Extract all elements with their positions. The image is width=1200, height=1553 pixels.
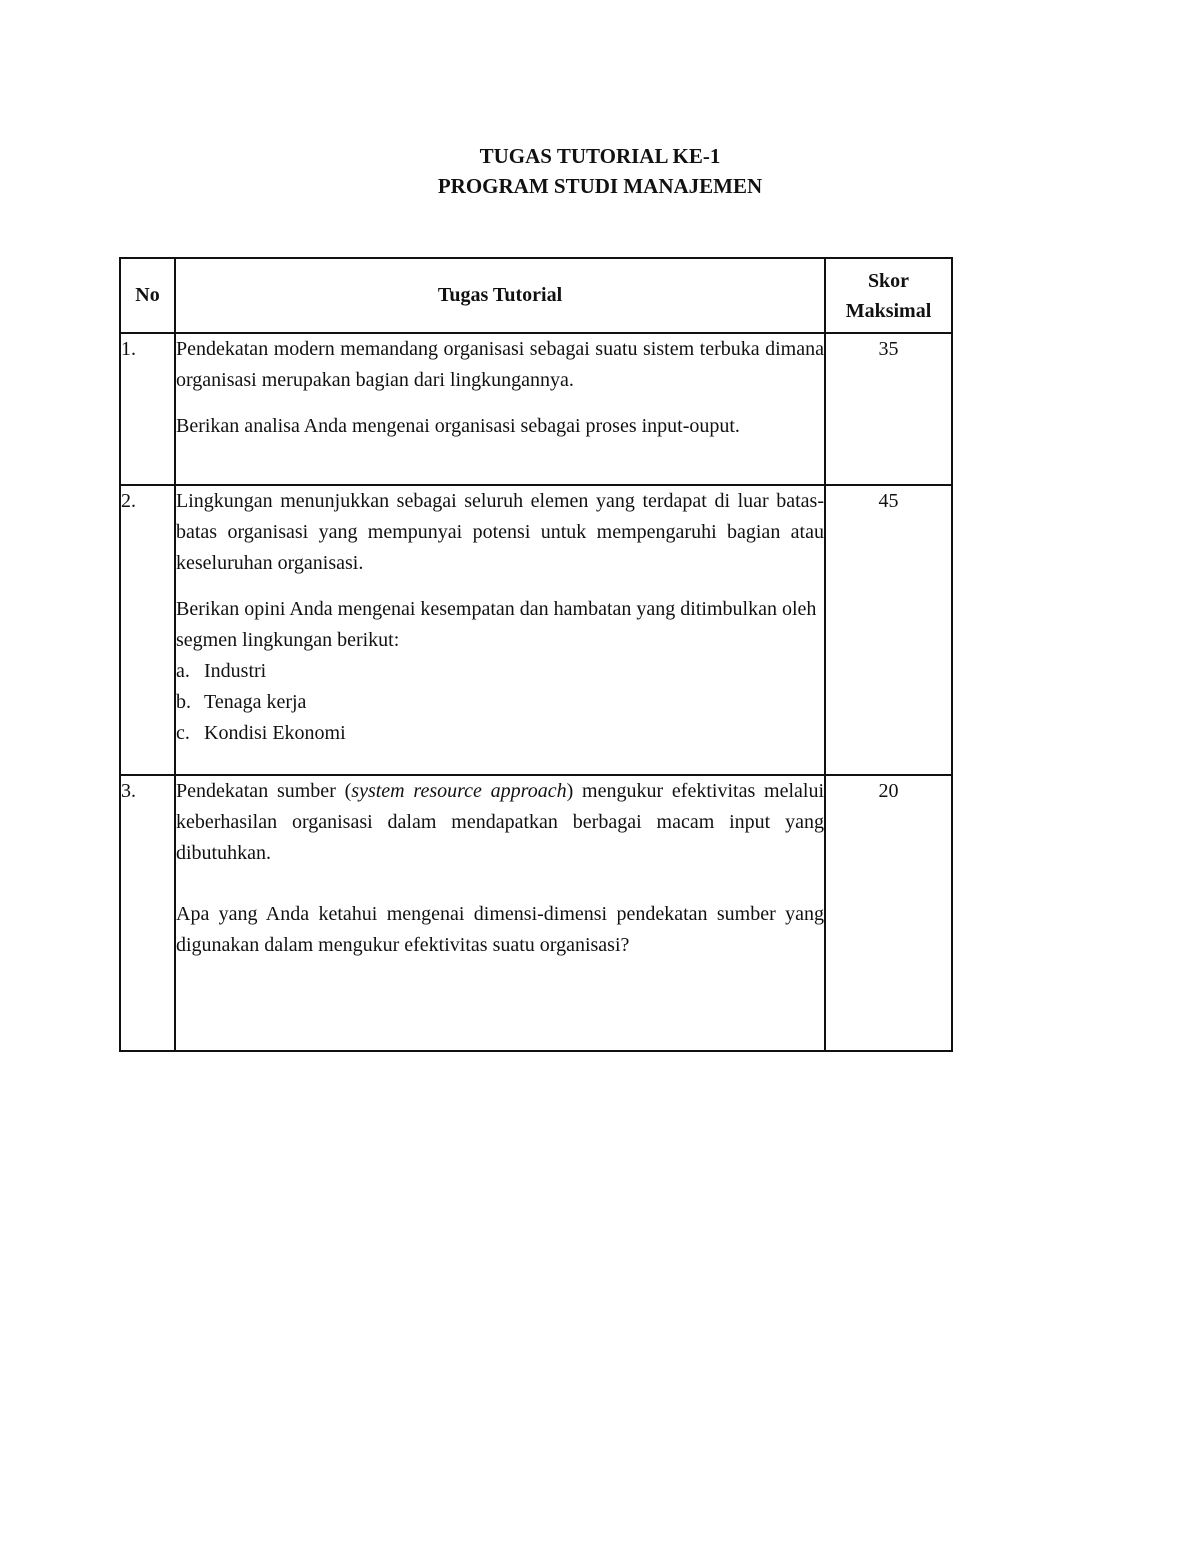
- title-line-1: TUGAS TUTORIAL KE-1: [479, 144, 721, 168]
- table-row: [120, 485, 952, 775]
- max-score: 45: [825, 485, 952, 775]
- task-question: Berikan analisa Anda mengenai organisasi sebagai proses input-ouput.: [176, 415, 740, 437]
- task-paragraph: Lingkungan menunjukkan sebagai seluruh elemen yang terdapat di luar batas-batas organisasi yang mempunyai potensi untuk mempengaruhi bagian atau keseluruhan organisasi.: [176, 490, 824, 574]
- task-paragraph: Pendekatan modern memandang organisasi sebagai suatu sistem terbuka dimana organisasi merupakan bagian dari lingkungannya.: [176, 338, 824, 391]
- list-marker: b.: [176, 691, 191, 713]
- list-text: Industri: [204, 660, 267, 682]
- list-marker: a.: [176, 660, 190, 682]
- segment-list: [176, 656, 824, 749]
- italic-term: system resource approach: [351, 780, 567, 802]
- task-description: [175, 485, 825, 775]
- task-question: Berikan opini Anda mengenai kesempatan dan hambatan yang ditimbulkan oleh segmen lingkungan berikut:: [176, 598, 817, 651]
- score-header-line-1: Skor: [867, 269, 910, 292]
- column-header-no: No: [120, 258, 175, 333]
- max-score: 20: [825, 775, 952, 1051]
- column-header-task: Tugas Tutorial: [175, 258, 825, 333]
- list-marker: c.: [176, 722, 190, 744]
- tutorial-task-table: [119, 257, 953, 1052]
- list-item: [176, 718, 824, 749]
- task-description: [175, 775, 825, 1051]
- list-text: Kondisi Ekonomi: [204, 722, 346, 744]
- paragraph-text-end: ) mengukur efektivitas melalui keberhasilan organisasi dalam mendapatkan berbagai macam input yang dibutuhkan.: [176, 780, 824, 864]
- list-item: [176, 656, 824, 687]
- row-number: 3.: [120, 775, 175, 1051]
- title-line-2: PROGRAM STUDI MANAJEMEN: [437, 174, 763, 198]
- task-question: Apa yang Anda ketahui mengenai dimensi-dimensi pendekatan sumber yang digunakan dalam mengukur efektivitas suatu organisasi?: [176, 903, 824, 956]
- paragraph-text-start: Pendekatan sumber (: [176, 780, 352, 802]
- row-number: 2.: [120, 485, 175, 775]
- table-row: [120, 775, 952, 1051]
- task-description: [175, 333, 825, 485]
- document-title: [0, 141, 1200, 201]
- row-number: 1.: [120, 333, 175, 485]
- table-header-row: [120, 258, 952, 333]
- table-row: [120, 333, 952, 485]
- paragraph-gap: [176, 869, 824, 899]
- task-paragraph: [176, 776, 824, 869]
- column-header-score: [825, 258, 952, 333]
- score-header-line-2: Maksimal: [845, 299, 932, 322]
- list-item: [176, 687, 824, 718]
- max-score: 35: [825, 333, 952, 485]
- list-text: Tenaga kerja: [204, 691, 307, 713]
